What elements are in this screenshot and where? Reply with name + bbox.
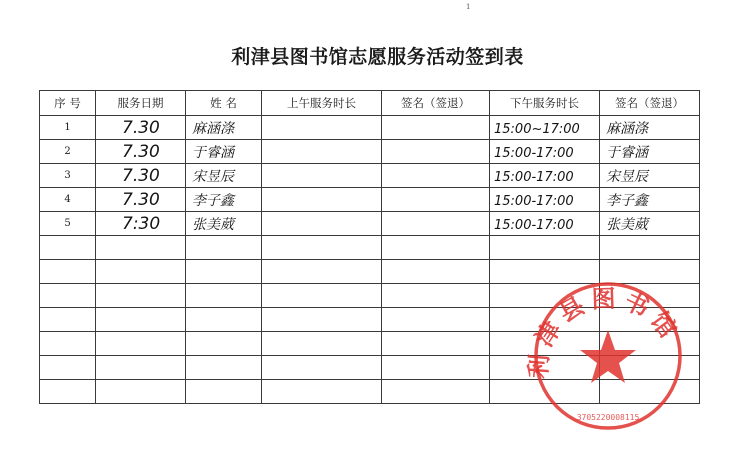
row-pm-signature-text: 于睿涵 — [606, 144, 648, 161]
row-am-signature — [382, 188, 490, 212]
row-name-text: 于睿涵 — [192, 144, 234, 161]
table-row — [40, 164, 700, 188]
row-am-signature — [382, 212, 490, 236]
row-date — [96, 308, 186, 332]
row-am-signature — [382, 308, 490, 332]
row-name — [186, 260, 262, 284]
row-am-duration — [262, 260, 382, 284]
row-name — [186, 284, 262, 308]
svg-text:3705220008115: 3705220008115 — [576, 413, 640, 422]
row-index — [40, 356, 96, 380]
row-date — [96, 236, 186, 260]
row-name — [186, 164, 262, 188]
row-pm-duration — [490, 116, 600, 140]
row-name — [186, 140, 262, 164]
row-pm-signature — [600, 164, 700, 188]
row-pm-signature — [600, 116, 700, 140]
row-am-signature — [382, 380, 490, 404]
row-pm-signature — [600, 188, 700, 212]
row-pm-duration — [490, 164, 600, 188]
row-name — [186, 380, 262, 404]
col-header-pm-signature: 签名（签退） — [600, 91, 700, 116]
col-header-name: 姓 名 — [186, 91, 262, 116]
row-am-signature — [382, 116, 490, 140]
row-date — [96, 140, 186, 164]
row-name — [186, 236, 262, 260]
row-index: 4 — [40, 188, 96, 212]
row-index: 1 — [40, 116, 96, 140]
row-am-signature — [382, 284, 490, 308]
row-date-text: 7.30 — [122, 189, 160, 210]
row-date — [96, 284, 186, 308]
row-date-text: 7.30 — [122, 165, 160, 186]
row-pm-signature-text: 宋昱辰 — [606, 168, 648, 185]
row-am-duration — [262, 356, 382, 380]
row-date — [96, 212, 186, 236]
row-index — [40, 380, 96, 404]
svg-text:利津县图书馆: 利津县图书馆 — [523, 283, 687, 380]
row-date — [96, 188, 186, 212]
row-name-text: 宋昱辰 — [192, 168, 234, 185]
col-header-am-signature: 签名（签退） — [382, 91, 490, 116]
row-am-duration — [262, 188, 382, 212]
col-header-pm-duration: 下午服务时长 — [490, 91, 600, 116]
row-name — [186, 356, 262, 380]
row-date — [96, 116, 186, 140]
row-pm-duration-text: 15:00-17:00 — [494, 218, 574, 233]
row-pm-signature-text: 张美葳 — [606, 216, 648, 233]
row-date — [96, 332, 186, 356]
table-row — [40, 236, 700, 260]
row-am-duration — [262, 380, 382, 404]
row-name-text: 张美葳 — [192, 216, 234, 233]
row-pm-duration — [490, 188, 600, 212]
row-am-signature — [382, 140, 490, 164]
row-am-duration — [262, 308, 382, 332]
table-row — [40, 116, 700, 140]
row-pm-signature — [600, 236, 700, 260]
page-title: 利津县图书馆志愿服务活动签到表 — [231, 46, 524, 68]
header-row — [40, 91, 700, 116]
row-am-duration — [262, 236, 382, 260]
row-date-text: 7:30 — [122, 213, 161, 234]
col-header-index: 序 号 — [40, 91, 96, 116]
row-am-duration — [262, 212, 382, 236]
row-pm-signature-text: 李子鑫 — [606, 192, 648, 209]
row-pm-duration — [490, 236, 600, 260]
row-index — [40, 236, 96, 260]
row-date — [96, 356, 186, 380]
row-am-signature — [382, 332, 490, 356]
col-header-date: 服务日期 — [96, 91, 186, 116]
seal-star-icon — [580, 330, 636, 383]
row-name-text: 麻涵涤 — [192, 120, 234, 137]
row-am-signature — [382, 164, 490, 188]
row-name-text: 李子鑫 — [192, 192, 234, 209]
row-am-duration — [262, 164, 382, 188]
row-name — [186, 308, 262, 332]
library-seal-stamp — [518, 270, 698, 430]
row-am-signature — [382, 356, 490, 380]
table-row — [40, 188, 700, 212]
row-index — [40, 260, 96, 284]
row-name — [186, 332, 262, 356]
row-pm-signature — [600, 212, 700, 236]
row-am-duration — [262, 116, 382, 140]
row-am-duration — [262, 332, 382, 356]
row-am-signature — [382, 236, 490, 260]
row-name — [186, 116, 262, 140]
row-pm-duration-text: 15:00-17:00 — [494, 194, 574, 209]
row-index — [40, 284, 96, 308]
row-pm-duration-text: 15:00-17:00 — [494, 170, 574, 185]
row-date-text: 7.30 — [122, 141, 160, 162]
row-index — [40, 332, 96, 356]
row-name — [186, 212, 262, 236]
row-am-duration — [262, 140, 382, 164]
row-index: 2 — [40, 140, 96, 164]
row-date — [96, 260, 186, 284]
row-name — [186, 188, 262, 212]
table-row — [40, 140, 700, 164]
row-pm-signature-text: 麻涵涤 — [606, 120, 648, 137]
row-date — [96, 164, 186, 188]
row-index: 3 — [40, 164, 96, 188]
row-pm-duration — [490, 212, 600, 236]
row-date-text: 7.30 — [122, 117, 160, 138]
row-pm-duration — [490, 140, 600, 164]
row-date — [96, 380, 186, 404]
row-index: 5 — [40, 212, 96, 236]
row-pm-duration-text: 15:00~17:00 — [494, 122, 580, 137]
row-am-duration — [262, 284, 382, 308]
row-pm-duration-text: 15:00-17:00 — [494, 146, 574, 161]
row-index — [40, 308, 96, 332]
row-pm-signature — [600, 140, 700, 164]
row-am-signature — [382, 260, 490, 284]
table-row — [40, 212, 700, 236]
col-header-am-duration: 上午服务时长 — [262, 91, 382, 116]
page-mark: 1 — [466, 3, 471, 11]
